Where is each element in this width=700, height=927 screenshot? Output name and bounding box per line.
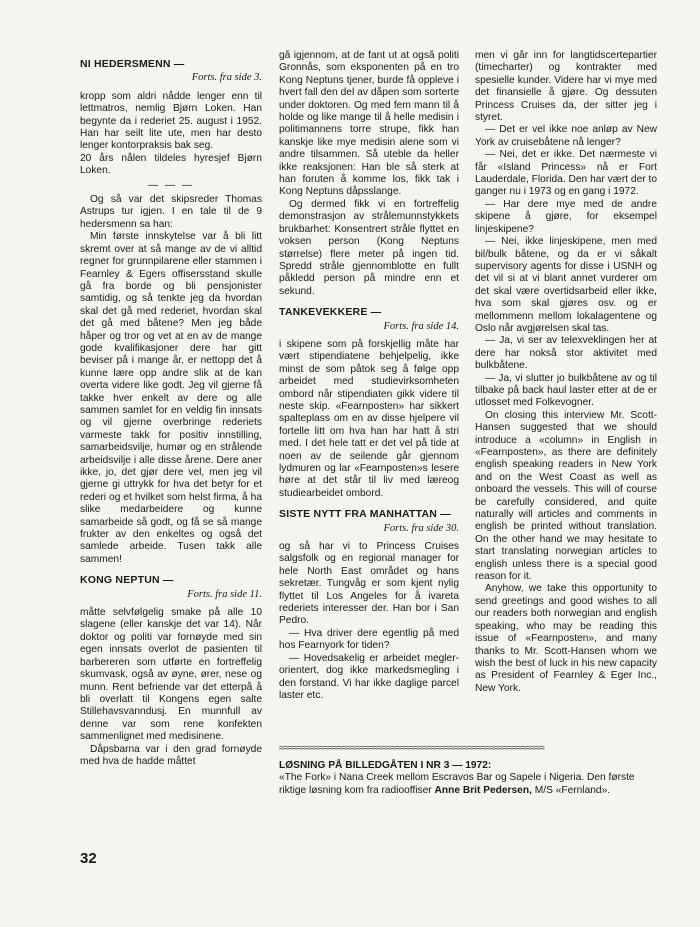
paragraph: Anyhow, we take this opportunity to send greetings and good wishes to all our readers both norwegian and english speaking, who may be reading this issue of «Fearnposten», and many thanks to Mr. Scott-Hansen whom we wish the best of luck in his new capacity as President of Fearnley & Eger Inc., New York. bbox=[475, 583, 657, 694]
page-number: 32 bbox=[80, 850, 97, 867]
continued-note: Forts. fra side 14. bbox=[383, 320, 459, 332]
heading-siste-nytt: SISTE NYTT FRA MANHATTAN — bbox=[279, 508, 451, 521]
paragraph: — Nei, ikke linjeskipene, men med bil/bulk båtene, og da er vi såkalt supervisory agents for disse i USNH og det vil si at vi blant annet vurderer om det skal være overtidsarbeid eller ikke, hva som skal gjøres osv. og er mellommenn mellom lokalagentene og Oslo når avgjørelsen skal tas. bbox=[475, 236, 657, 334]
column-middle bbox=[279, 50, 459, 720]
paragraph: — Det er vel ikke noe anløp av New York av cruisebåtene nå lenger? bbox=[475, 124, 657, 148]
paragraph: Min første innskytelse var å bli litt skremt over at så mange av de vi alltid regner for grunnpilarene eller stammen i Fearnley & Egers offisersstand skulle gå fra borde og bli pensjonister samtidig, og så tenkte jeg da hvordan skal det gå med rederiet, hvordan skal det gå med båtene? Men jeg både håper og tror og vet at en av de mange gode kvalifikasjoner dere har gitt beviser på i mange år, er nettopp det å kunne lære opp andre slik at de kan overta videre like godt. Jeg vil gjerne få takke hver enkelt av dere og alle sammen samlet for en veldig fin innsats og vil gjerne overbringe rederiets varmeste takk for positiv innstilling, samarbeidsvilje, humør og en strålende arbeidsvilje i alle disse årene. Dere aner ikke, jo, det gjør dere vel, men jeg vil gjerne gi uttrykk for hva det betyr for et rederi og et hvilket som helst firma, å ha slike medarbeidere og kunne samarbeide så godt, og få se så mange frukter av den enkeltes og også det samlede arbeide. Tusen takk alle sammen! bbox=[80, 231, 262, 565]
paragraph: — Ja, vi ser av telexveklingen her at dere har nokså stor aktivitet med bulkbåtene. bbox=[475, 335, 657, 372]
continued-note: Forts. fra side 3. bbox=[191, 72, 262, 84]
column-left bbox=[80, 50, 262, 800]
paragraph: — Hovedsakelig er arbeidet megler-orientert, dog ikke markedsmegling i den forstand. Vi har ikke daglige parcel laster etc. bbox=[279, 652, 459, 701]
paragraph: i skipene som på forskjellig måte har vært stipendiatene behjelpelig, ikke minst de som påtok seg å følge opp arbeidet med studievirksomheten ombord når stipendiaten gikk videre til neste skip. «Fearnposten» har sikkert spalteplass om en av disse hjelpere vil fortelle litt om hva han har hatt å stri med. I det hele tatt er det vel på tide at noen av de seilende går gjennom lydmuren og lar «Fearnposten»s lesere høre at det står til liv med læreog studiearbeidet ombord. bbox=[279, 338, 459, 499]
paragraph: — Har dere mye med de andre skipene å gjøre, for eksempel linjeskipene? bbox=[475, 198, 657, 235]
paragraph: — Hva driver dere egentlig på med hos Fearnyork for tiden? bbox=[279, 627, 459, 652]
paragraph: og så har vi to Princess Cruises salgsfolk og en regional manager for hele North East området og hans sekretær. Tungvåg er som kjent nylig flyttet til Los Angeles for å ivareta rederiets interesser der. Han bor i San Pedro. bbox=[279, 541, 459, 627]
section-separator: — — — bbox=[147, 179, 195, 191]
paragraph: Og så var det skipsreder Thomas Astrups tur igjen. I en tale til de 9 hedersmenn sa han: bbox=[80, 194, 262, 230]
paragraph: gå igjennom, at de fant ut at også politi Gronnås, som eksponenten på en tro Kong Neptuns tjener, burde få oppleve i hvert fall den del av dåpen som sorterte under doktoren. Og med fem mann til å holde og like mange til å helle medisin i politimannens torre strupe, fikk han kanskje like mye medisin alene som vi andre tilsammen. Så uteble da heller ikke reaksjonen: Han ble så sterk at han foruten å komme los, fikk tak i Kong Neptuns dåpsslange. bbox=[279, 50, 459, 198]
paragraph: Dåpsbarna var i den grad fornøyde med hva de hadde måttet bbox=[80, 743, 262, 767]
puzzle-answer-heading: LØSNING PÅ BILLEDGÅTEN I NR 3 — 1972: bbox=[279, 760, 492, 771]
paragraph: — Nei, det er ikke. Det nærmeste vi får «Island Princess» nå er Fort Lauderdale, Florida. Den har vært der to ganger nu i 1973 og en gang i 1972. bbox=[475, 149, 657, 198]
paragraph: Og dermed fikk vi en fortreffelig demonstrasjon av strålemunnstykkets brukbarhet: Konsentrert stråle flyttet en voksen person (Kong Neptuns størrelse) flere meter på ingen tid. Spredd stråle gjennomblotte en fullt påkledd person på mindre enn et sekund. bbox=[279, 198, 459, 297]
continued-note: Forts. fra side 11. bbox=[187, 588, 262, 600]
continued-note: Forts. fra side 30. bbox=[383, 522, 459, 534]
paragraph: On closing this interview Mr. Scott-Hansen suggested that we should introduce a «column» in English in «Fearnposten», as there are definitely english speaking readers in New York and on the West Coast as well as onboard the vessels. This will of course be carefully considered, and quite naturally will articles and comments in english be printed without translation. On the other hand we may hesitate to start translating norwegian articles to english unless there is a special good reason for it. bbox=[475, 409, 657, 583]
heading-tankevekkere: TANKEVEKKERE — bbox=[279, 306, 382, 319]
winner-ship: M/S «Fernland». bbox=[534, 784, 611, 796]
paragraph: — Ja, vi slutter jo bulkbåtene av og til tilbake på back haul laster etter at de er utlosset med Folkevogner. bbox=[475, 372, 657, 409]
wave-divider: ≈≈≈≈≈≈≈≈≈≈≈≈≈≈≈≈≈≈≈≈≈≈≈≈≈≈≈≈≈≈≈≈≈≈≈≈≈≈≈≈≈≈≈≈≈≈≈≈≈≈≈≈≈≈≈≈≈≈≈ bbox=[279, 744, 544, 754]
column-right bbox=[475, 50, 657, 745]
paragraph: 20 års nålen tildeles hyresjef Bjørn Loken. bbox=[80, 152, 262, 177]
puzzle-answer-box bbox=[279, 760, 657, 797]
heading-kong-neptun: KONG NEPTUN — bbox=[80, 574, 174, 587]
puzzle-answer-text: «The Fork» i Nana Creek mellom Escravos Bar og Sapele i Nigeria. Den første riktige løsning kom fra radiooffiser bbox=[279, 772, 635, 796]
winner-name: Anne Brit Pedersen, bbox=[434, 784, 532, 796]
paragraph: måtte selvfølgelig smake på alle 10 slagene (eller kanskje det var 14). Når doktor og politi var fornøyde med sin egen innsats overlot de pasienten til barbereren som utførte en fortreffelig skumvask, også av øyne, ører, nese og munn. Rent befriende var det etterpå å bli overlatt til Kongens egen salte Stillehavsvanndusj. En munnfull av denne var som rene konfekten sammenlignet med medisinene. bbox=[80, 607, 262, 743]
heading-ni-hedersmenn: NI HEDERSMENN — bbox=[80, 58, 185, 70]
paragraph: kropp som aldri nådde lenger enn til lettmatros, nemlig Bjørn Loken. Han begynte da i rederiet 25. august i 1952. Han har seilt lite ute, men har desto lenger kontorpraksis bak seg. bbox=[80, 90, 262, 152]
paragraph: men vi går inn for langtidscertepartier (timecharter) og kontrakter med spesielle kunder. Videre har vi mye med det finansielle å gjøre. Og dessuten Princess Cruises da, der sitter jeg i styret. bbox=[475, 50, 657, 124]
